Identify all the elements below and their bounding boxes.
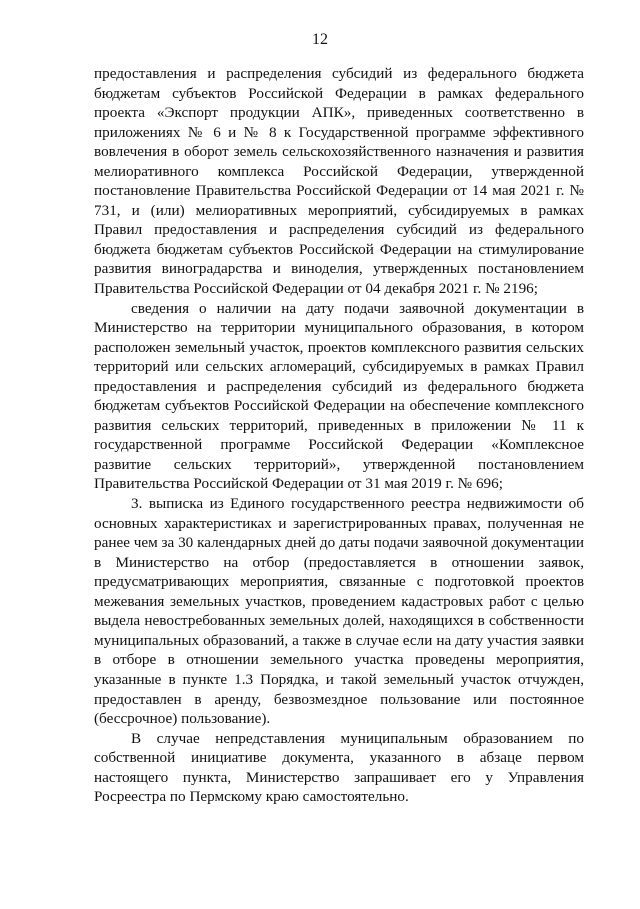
paragraph-subsidies-continuation: предоставления и распределения субсидий из федерального бюджета бюджетам субъектов Российской Федерации в рамках федерального проекта «Экспорт продукции АПК», приведенных соответственно в приложениях № 6 и № 8 к Государственной программе эффективного вовлечения в оборот земель сельскохозяйственного назначения и развития мелиоративного комплекса Российской Федерации, утвержденной постановление Правительства Российской Федерации от 14 мая 2021 г. № 731, и (или) мелиоративных мероприятий, субсидируемых в рамках Правил предоставления и распределения субсидий из федерального бюджета бюджетам субъектов Российской Федерации на стимулирование развития виноградарства и виноделия, утвержденных постановлением Правительства Российской Федерации от 04 декабря 2021 г. № 2196;: [94, 65, 584, 298]
paragraph-egrn-extract: 3. выписка из Единого государственного реестра недвижимости об основных характеристиках и зарегистрированных правах, полученная не ранее чем за 30 календарных дней до даты подачи заявочной документации в Министерство на отбор (предоставляется в отношении заявок, предусматривающих мероприятия, связанные с подготовкой проектов межевания земельных участков, проведением кадастровых работ с целью выдела невостребованных земельных долей, находящихся в собственности муниципальных образований, а также в случае если на дату участия заявки в отборе в отношении земельного участка проведены мероприятия, указанные в пункте 1.3 Порядка, и такой земельный участок отчужден, предоставлен в аренду, безвозмездное пользование или постоянное (бессрочное) пользование).: [94, 495, 584, 728]
document-body: [94, 64, 584, 807]
paragraph-rosreestr-request: В случае непредставления муниципальным образованием по собственной инициативе документа, указанного в абзаце первом настоящего пункта, Министерство запрашивает его у Управления Росреестра по Пермскому краю самостоятельно.: [94, 729, 584, 806]
paragraph-rural-development-info: сведения о наличии на дату подачи заявочной документации в Министерство на территории муниципального образования, в котором расположен земельный участок, проектов комплексного развития сельских территорий или сельских агломераций, субсидируемых в рамках Правил предоставления и распределения субсидий из федерального бюджета бюджетам субъектов Российской Федерации на обеспечение комплексного развития сельских территорий, приведенных в приложении № 11 к государственной программе Российской Федерации «Комплексное развитие сельских территорий», утвержденной постановлением Правительства Российской Федерации от 31 мая 2019 г. № 696;: [94, 299, 584, 493]
page-number: 12: [312, 31, 328, 48]
